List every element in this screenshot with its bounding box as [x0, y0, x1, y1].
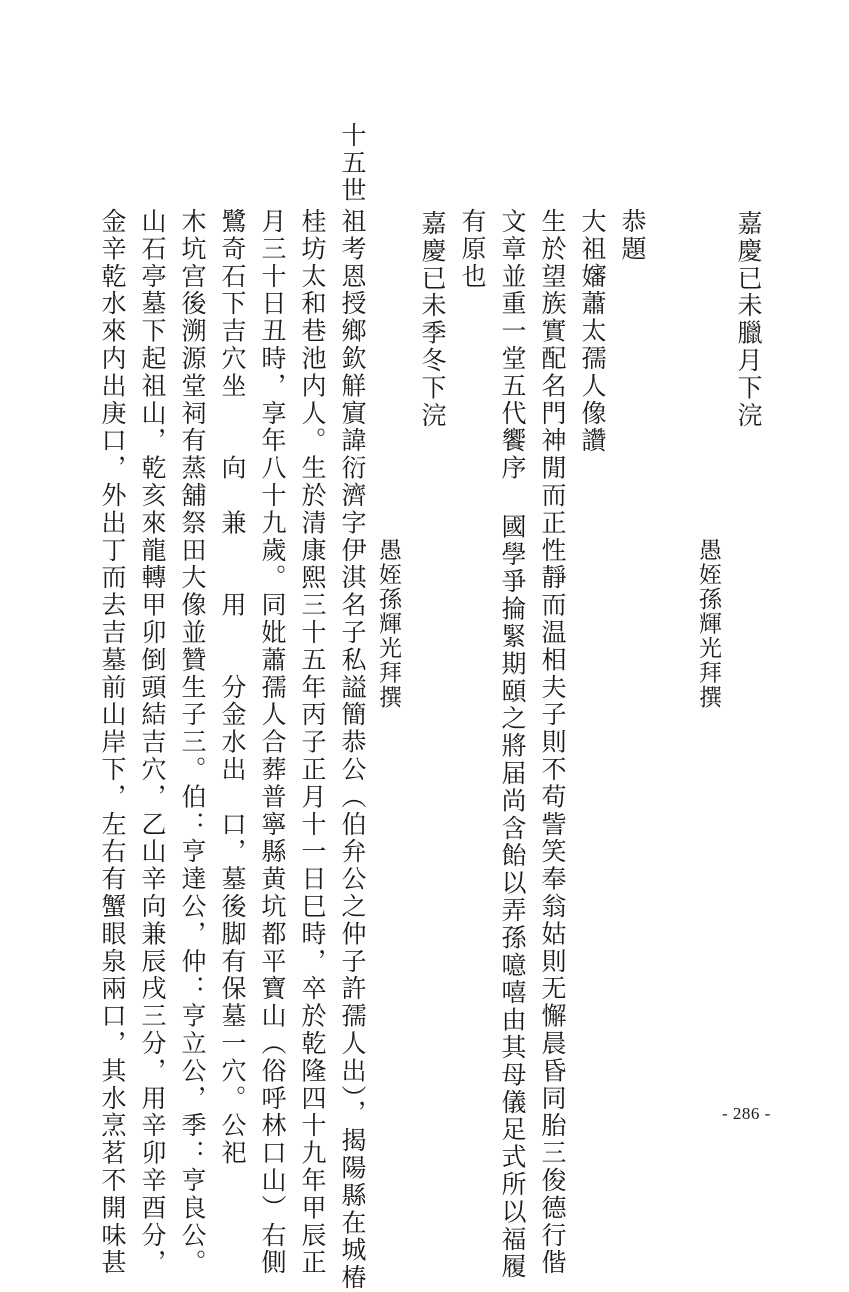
biography-column-6: 山石亭墓下起祖山，乾亥來龍轉甲卯倒頭結吉穴，乙山辛向兼辰戌三分，用辛卯辛酉分， — [138, 208, 167, 1277]
biography-column-1: 祖考恩授鄉欽觧賔諱衍濟字伊淇名子私謚簡恭公（伯弁公之仲子許孺人出），揭陽縣在城椿 — [338, 208, 367, 1292]
heading-respectful: 恭題 — [618, 208, 647, 263]
signature-column-2: 愚姪孫輝光拜撰 — [375, 538, 401, 710]
page-number: - 286 - — [722, 1104, 771, 1123]
biography-column-5: 木坑宫後溯源堂祠有蒸舖祭田大像並贊生子三。伯：亨達公，仲：亨立公，季：亨良公。 — [178, 208, 207, 1277]
eulogy-text-column-3: 有原也 — [458, 208, 487, 291]
text-column-1: 嘉慶已未臘月下浣 — [734, 210, 763, 430]
signature-column-1: 愚姪孫輝光拜撰 — [695, 538, 721, 710]
biography-column-7: 金辛乾水來内出庚口，外出丁而去吉墓前山岸下，左右有蟹眼泉兩口，其水烹茗不開味甚 — [98, 208, 127, 1277]
generation-heading: 十五世 — [338, 122, 367, 205]
biography-column-2: 桂坊太和巷池内人。生於清康熙三十五年丙子正月十一日巳時，卒於乾隆四十九年甲辰正 — [298, 208, 327, 1277]
biography-column-3: 月三十日丑時，享年八十九歲。同妣蕭孺人合葬普寧縣黄坑都平寶山（俗呼林口山）右側 — [258, 208, 287, 1277]
eulogy-text-column-1: 生於望族實配名門神閒而正性靜而温相夫子則不苟訾笑奉翁姑則无懈晨昏同胎三俊德行偕 — [538, 208, 567, 1277]
date-column: 嘉慶已未季冬下浣 — [418, 210, 447, 430]
biography-column-4: 鷺奇石下吉穴坐 向 兼 用 分金水出 口，墓後脚有保墓一穴。公祀 — [218, 208, 247, 1167]
eulogy-text-column-2: 文章並重一堂五代饗序 國學爭掄緊期頤之將届尚含飴以弄孫噫嘻由其母儀足式所以福履 — [498, 208, 527, 1281]
portrait-eulogy-title: 大祖嬸蕭太孺人像讚 — [578, 208, 607, 455]
